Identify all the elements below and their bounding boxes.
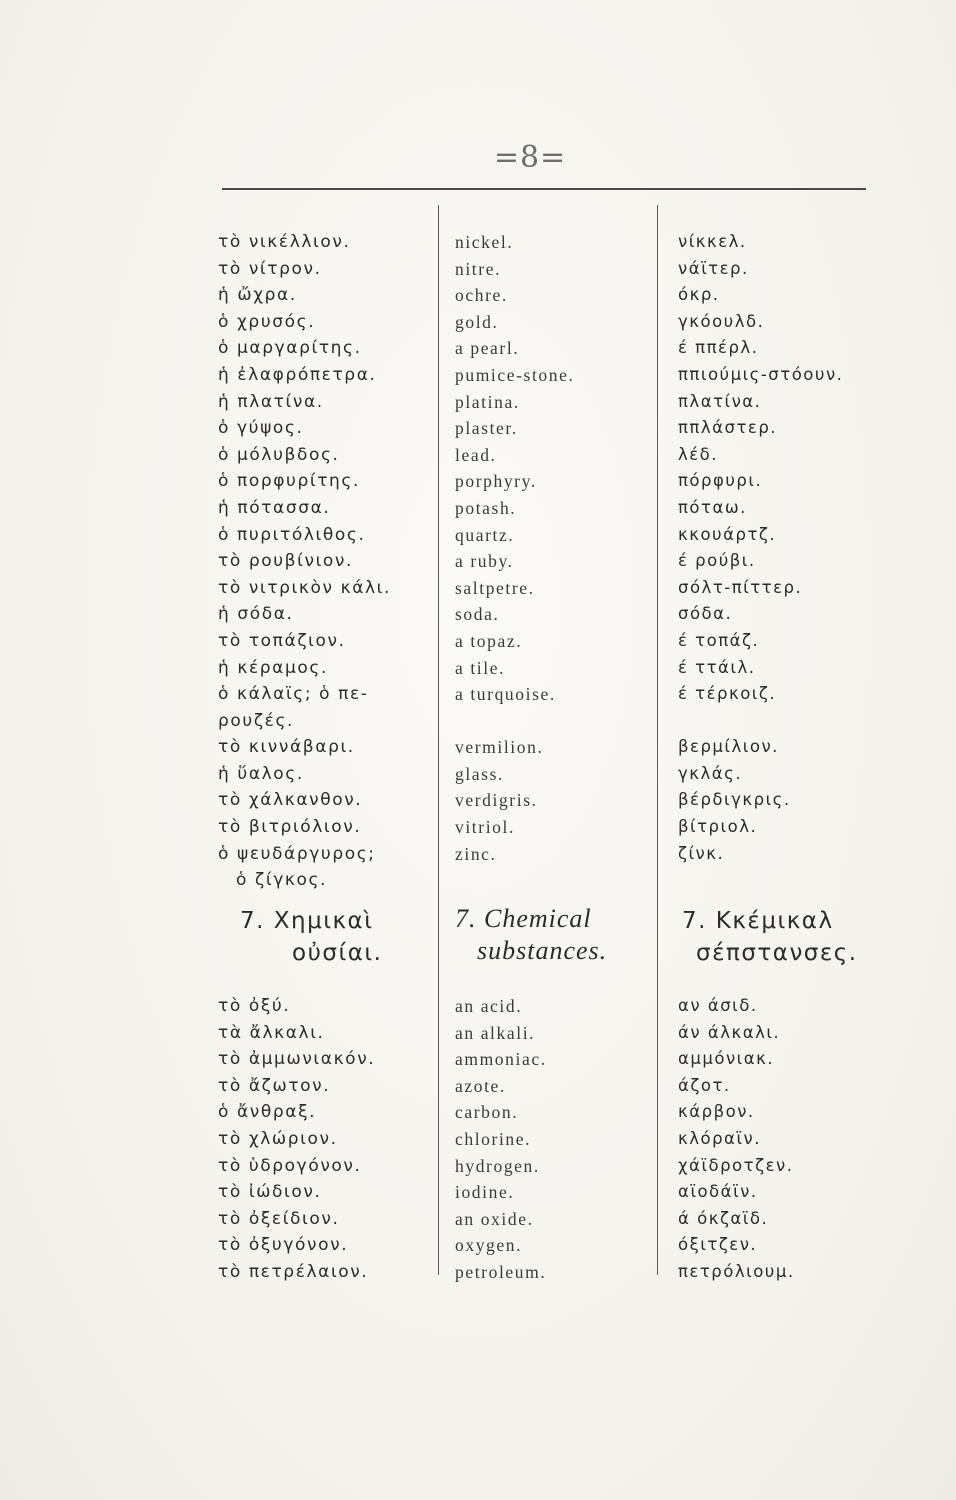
greek-word: τὸ νίτρον. bbox=[218, 258, 322, 279]
greek-word: τὸ ὑδρογόνον. bbox=[218, 1155, 362, 1176]
english-word-list bbox=[455, 229, 574, 867]
pronunciation-word: πετρόλιουμ. bbox=[678, 1261, 795, 1281]
pronunciation-word: νίκκελ. bbox=[678, 232, 747, 251]
pronunciation-word: βέρδιγκρις. bbox=[678, 790, 791, 810]
greek-word: τὸ ἰώδιον. bbox=[218, 1182, 322, 1203]
greek-word: τὸ ὀξείδιον. bbox=[218, 1208, 340, 1229]
english-word: saltpetre. bbox=[455, 577, 535, 598]
blank-line bbox=[455, 708, 574, 735]
pronunciation-word: πόταω. bbox=[678, 497, 747, 517]
pronunciation-word: αν άσιδ. bbox=[678, 996, 758, 1015]
english-word: pumice-stone. bbox=[455, 364, 575, 385]
greek-word: τὸ ὀξύ. bbox=[218, 996, 291, 1016]
english-word: potash. bbox=[455, 497, 517, 518]
greek-word: ρουζές. bbox=[218, 710, 295, 731]
pronunciation-word: γκόουλδ. bbox=[678, 311, 765, 331]
pronunciation-word: σόλτ-πίττερ. bbox=[678, 577, 803, 597]
english-word: platina. bbox=[455, 391, 520, 412]
greek-word: τὸ βιτριόλιον. bbox=[218, 817, 362, 838]
greek-word: τὸ κιννάβαρι. bbox=[218, 737, 355, 758]
pronunciation-chemical-list bbox=[678, 993, 795, 1286]
english-word: plaster. bbox=[455, 418, 518, 439]
section-title-line: οὐσίαι. bbox=[292, 940, 383, 966]
section-7-english-title bbox=[455, 903, 607, 967]
greek-word: τὸ νικέλλιον. bbox=[218, 232, 351, 252]
greek-word: ὁ κάλαϊς; ὁ πε- bbox=[218, 684, 369, 705]
greek-word: τὸ ἀμμωνιακόν. bbox=[218, 1049, 376, 1070]
english-word: soda. bbox=[455, 604, 500, 625]
greek-word: ὁ μαργαρίτης. bbox=[218, 338, 362, 359]
english-word: an acid. bbox=[455, 996, 523, 1016]
greek-word: ὁ ἄνθραξ. bbox=[218, 1102, 317, 1123]
english-word: a pearl. bbox=[455, 338, 520, 359]
section-title-line: 7. Chemical bbox=[455, 904, 592, 933]
pronunciation-word: σόδα. bbox=[678, 604, 733, 624]
column-divider-right bbox=[657, 205, 658, 1275]
pronunciation-word: κλόραϊν. bbox=[678, 1128, 761, 1148]
section-title-line: σέπστανσες. bbox=[696, 940, 858, 966]
greek-word: ἡ ὤχρα. bbox=[218, 285, 297, 306]
pronunciation-word: αϊοδάϊν. bbox=[678, 1182, 758, 1202]
greek-word: ὁ ψευδάργυρος; bbox=[218, 843, 376, 864]
greek-chemical-list bbox=[218, 993, 375, 1286]
pronunciation-list bbox=[678, 229, 843, 867]
pronunciation-word: έ ρούβι. bbox=[678, 551, 756, 571]
pronunciation-word: βερμίλιον. bbox=[678, 737, 779, 757]
section-title-line: 7. Κκέμικαλ bbox=[682, 908, 834, 934]
blank-line bbox=[678, 708, 843, 735]
pronunciation-word: όκρ. bbox=[678, 285, 720, 305]
english-column bbox=[455, 0, 655, 1500]
pronunciation-word: έ ππέρλ. bbox=[678, 338, 759, 358]
greek-word: τὰ ἄλκαλι. bbox=[218, 1022, 325, 1043]
english-word: an oxide. bbox=[455, 1208, 534, 1229]
english-word: ammoniac. bbox=[455, 1049, 547, 1070]
english-word: an alkali. bbox=[455, 1022, 536, 1043]
pronunciation-word: λέδ. bbox=[678, 444, 719, 464]
english-word: vermilion. bbox=[455, 737, 544, 758]
english-word: porphyry. bbox=[455, 471, 537, 492]
english-word: a topaz. bbox=[455, 630, 523, 651]
pronunciation-word: νάϊτερ. bbox=[678, 258, 749, 278]
pronunciation-word: ππλάστερ. bbox=[678, 418, 778, 438]
greek-word: τὸ νιτρικὸν κάλι. bbox=[218, 577, 392, 598]
greek-word: τὸ ἄζωτον. bbox=[218, 1075, 331, 1096]
pronunciation-word: κκουάρτζ. bbox=[678, 524, 777, 544]
pronunciation-word: πόρφυρι. bbox=[678, 471, 763, 491]
english-word: petroleum. bbox=[455, 1261, 547, 1282]
greek-word: τὸ πετρέλαιον. bbox=[218, 1261, 369, 1282]
english-word: a ruby. bbox=[455, 551, 514, 572]
greek-word: ἡ κέραμος. bbox=[218, 657, 328, 678]
pronunciation-word: βίτριολ. bbox=[678, 817, 758, 837]
english-word: hydrogen. bbox=[455, 1155, 540, 1176]
english-word: nitre. bbox=[455, 258, 502, 279]
greek-word: ὁ πορφυρίτης. bbox=[218, 471, 361, 492]
greek-word: τὸ ρουβίνιον. bbox=[218, 551, 354, 572]
pronunciation-word: άν άλκαλι. bbox=[678, 1022, 781, 1042]
english-chemical-list bbox=[455, 993, 547, 1286]
section-title-line: 7. Χημικαὶ bbox=[240, 908, 374, 934]
english-word: a turquoise. bbox=[455, 684, 556, 705]
column-divider-left bbox=[438, 205, 439, 1275]
pronunciation-word: έ ττάιλ. bbox=[678, 657, 756, 677]
greek-word: ὁ πυριτόλιθος. bbox=[218, 524, 366, 545]
greek-word: ὁ γύψος. bbox=[218, 418, 304, 439]
greek-word: τὸ ὀξυγόνον. bbox=[218, 1235, 349, 1256]
pronunciation-word: ά όκζαϊδ. bbox=[678, 1208, 769, 1228]
pronunciation-word: άζοτ. bbox=[678, 1075, 731, 1095]
page-number: =8= bbox=[493, 140, 567, 175]
english-word: gold. bbox=[455, 311, 499, 332]
pronunciation-word: πλατίνα. bbox=[678, 391, 762, 411]
english-word: a tile. bbox=[455, 657, 506, 678]
pronunciation-word: ζίνκ. bbox=[678, 843, 725, 863]
greek-word: ἡ ἐλαφρόπετρα. bbox=[218, 364, 377, 385]
english-word: nickel. bbox=[455, 232, 514, 252]
english-word: azote. bbox=[455, 1075, 506, 1096]
pronunciation-word: χάϊδροτζεν. bbox=[678, 1155, 794, 1175]
english-word: vitriol. bbox=[455, 817, 515, 838]
greek-word: ἡ πότασσα. bbox=[218, 497, 331, 518]
section-7-greek-title bbox=[240, 905, 383, 969]
greek-word: ὁ χρυσός. bbox=[218, 311, 316, 332]
greek-word-list bbox=[218, 229, 391, 894]
english-word: carbon. bbox=[455, 1102, 519, 1123]
greek-word: ἡ σόδα. bbox=[218, 604, 294, 625]
pronunciation-word: γκλάς. bbox=[678, 763, 743, 783]
greek-word: ὁ μόλυβδος. bbox=[218, 444, 340, 465]
english-word: chlorine. bbox=[455, 1128, 532, 1149]
section-7-pronunciation-title bbox=[682, 905, 858, 969]
pronunciation-word: έ τοπάζ. bbox=[678, 630, 760, 650]
greek-word: ἡ πλατίνα. bbox=[218, 391, 324, 412]
greek-word: τὸ τοπάζιον. bbox=[218, 630, 346, 651]
greek-column bbox=[218, 0, 438, 1500]
greek-word: ὁ ζίγκος. bbox=[236, 870, 328, 891]
english-word: iodine. bbox=[455, 1182, 515, 1203]
pronunciation-word: ππιούμις-στόουν. bbox=[678, 364, 844, 384]
greek-word: τὸ χλώριον. bbox=[218, 1128, 338, 1149]
english-word: lead. bbox=[455, 444, 497, 465]
pronunciation-column bbox=[678, 0, 908, 1500]
pronunciation-word: αμμόνιακ. bbox=[678, 1049, 775, 1069]
english-word: quartz. bbox=[455, 524, 515, 545]
pronunciation-word: κάρβον. bbox=[678, 1102, 755, 1122]
english-word: glass. bbox=[455, 763, 504, 784]
greek-word: τὸ χάλκανθον. bbox=[218, 790, 363, 811]
pronunciation-word: όξιτζεν. bbox=[678, 1235, 758, 1255]
english-word: verdigris. bbox=[455, 790, 538, 811]
section-title-line: substances. bbox=[477, 936, 608, 965]
pronunciation-word: έ τέρκοιζ. bbox=[678, 684, 777, 704]
english-word: ochre. bbox=[455, 285, 508, 306]
greek-word: ἡ ὕαλος. bbox=[218, 763, 304, 784]
english-word: oxygen. bbox=[455, 1235, 523, 1256]
english-word: zinc. bbox=[455, 843, 497, 864]
